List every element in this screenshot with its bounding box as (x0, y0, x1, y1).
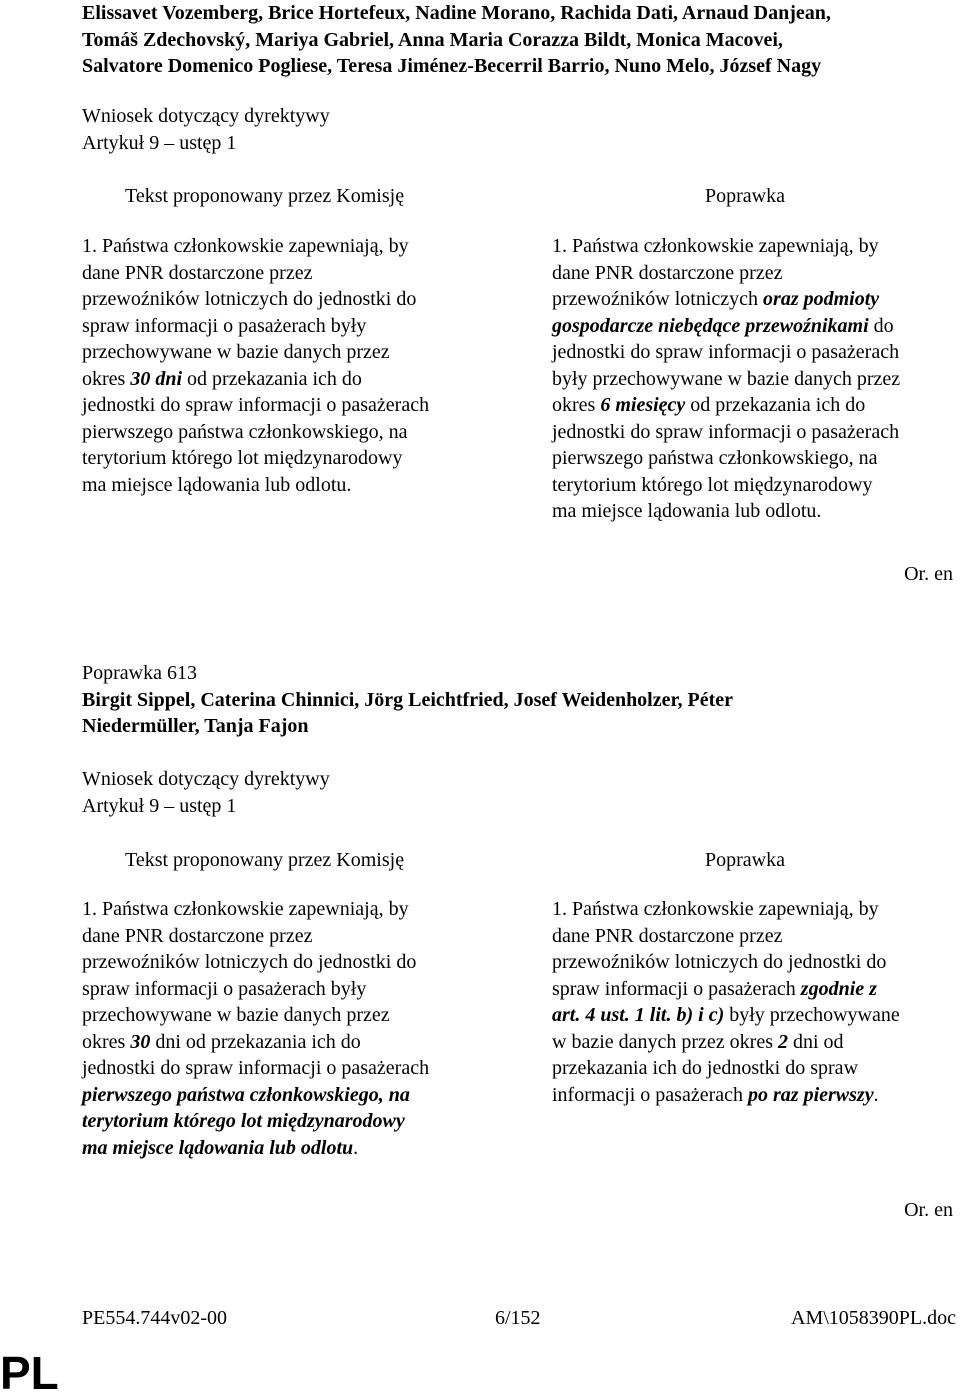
commission-text: 1. Państwa członkowskie zapewniają, by dane PNR dostarczone przez przewoźników lotniczych do jednostki do spraw informacji o pasażerach były przechowywane w bazie danych przez okres 30 dni od przekazania ich do jednostki do spraw informacji o pasażerach pierwszego państwa członkowskiego, na terytorium którego lot międzynarodowy ma miejsce lądowania lub odlotu. (82, 896, 492, 1161)
changed-text: 30 (130, 1030, 151, 1053)
article-reference: Artykuł 9 – ustęp 1 (82, 131, 237, 154)
language-code: PL (0, 1347, 59, 1399)
amendment-613-header (82, 660, 952, 740)
authors-line: Tomáš Zdechovský, Mariya Gabriel, Anna Maria Corazza Bildt, Monica Macovei, (82, 28, 783, 51)
original-language: Or. en (904, 1199, 953, 1221)
proposal-reference (82, 766, 952, 819)
amendment-number: Poprawka 613 (82, 662, 197, 684)
proposal-title: Wniosek dotyczący dyrektywy (82, 768, 330, 790)
proposal-title: Wniosek dotyczący dyrektywy (82, 105, 330, 127)
amendment-text-header: Poprawka (705, 849, 785, 871)
authors-line: Niedermüller, Tanja Fajon (82, 715, 309, 737)
document-reference: PE554.744v02-00 (82, 1307, 227, 1329)
changed-text: 2 (778, 1030, 788, 1053)
changed-text: terytorium którego lot międzynarodowy (82, 1110, 405, 1132)
authors-line: Elissavet Vozemberg, Brice Hortefeux, Nadine Morano, Rachida Dati, Arnaud Danjean, (82, 2, 831, 24)
article-reference: Artykuł 9 – ustęp 1 (82, 794, 237, 817)
changed-text: po raz pierwszy (748, 1083, 874, 1106)
amendment-text-header: Poprawka (705, 185, 785, 207)
changed-text: 6 miesięcy (600, 394, 686, 416)
changed-text: zgodnie z (800, 977, 877, 1000)
page-number: 6/152 (495, 1307, 541, 1329)
amendment-authors (82, 0, 952, 80)
authors-line: Salvatore Domenico Pogliese, Teresa Jiménez-Becerril Barrio, Nuno Melo, József Nagy (82, 55, 822, 77)
changed-text: 30 dni (130, 367, 183, 390)
commission-text-header: Tekst proponowany przez Komisję (125, 185, 405, 207)
changed-text: pierwszego państwa członkowskiego, na (82, 1083, 410, 1106)
changed-text: art. 4 ust. 1 lit. b) i c) (552, 1004, 725, 1026)
changed-text: ma miejsce lądowania lub odlotu (82, 1136, 354, 1159)
amendment-text: 1. Państwa członkowskie zapewniają, by dane PNR dostarczone przez przewoźników lotniczych do jednostki do spraw informacji o pasażerach zgodnie z art. 4 ust. 1 lit. b) i c) były przechowywane w bazie danych przez okres 2 dni od przekazania ich do jednostki do spraw informacji o pasażerach po raz pierwszy. (552, 898, 900, 1106)
amendment-text: 1. Państwa członkowskie zapewniają, by dane PNR dostarczone przez przewoźników lotniczych oraz podmioty gospodarcze niebędące przewoźnikami do jednostki do spraw informacji o pasażerach były przechowywane w bazie danych przez okres 6 miesięcy od przekazania ich do jednostki do spraw informacji o pasażerach pierwszego państwa członkowskiego, na terytorium którego lot międzynarodowy ma miejsce lądowania lub odlotu. (552, 235, 901, 522)
changed-text: gospodarcze niebędące przewoźnikami (552, 314, 869, 337)
changed-text: oraz podmioty (763, 288, 880, 310)
authors-line: Birgit Sippel, Caterina Chinnici, Jörg Leichtfried, Josef Weidenholzer, Péter (82, 688, 734, 711)
proposal-reference (82, 103, 952, 156)
commission-text: 1. Państwa członkowskie zapewniają, by dane PNR dostarczone przez przewoźników lotniczych do jednostki do spraw informacji o pasażerach były przechowywane w bazie danych przez okres 30 dni od przekazania ich do jednostki do spraw informacji o pasażerach pierwszego państwa członkowskiego, na terytorium którego lot międzynarodowy ma miejsce lądowania lub odlotu. (82, 235, 430, 496)
commission-text-header: Tekst proponowany przez Komisję (125, 849, 405, 871)
original-language: Or. en (904, 563, 953, 585)
file-name: AM\1058390PL.doc (791, 1307, 956, 1329)
